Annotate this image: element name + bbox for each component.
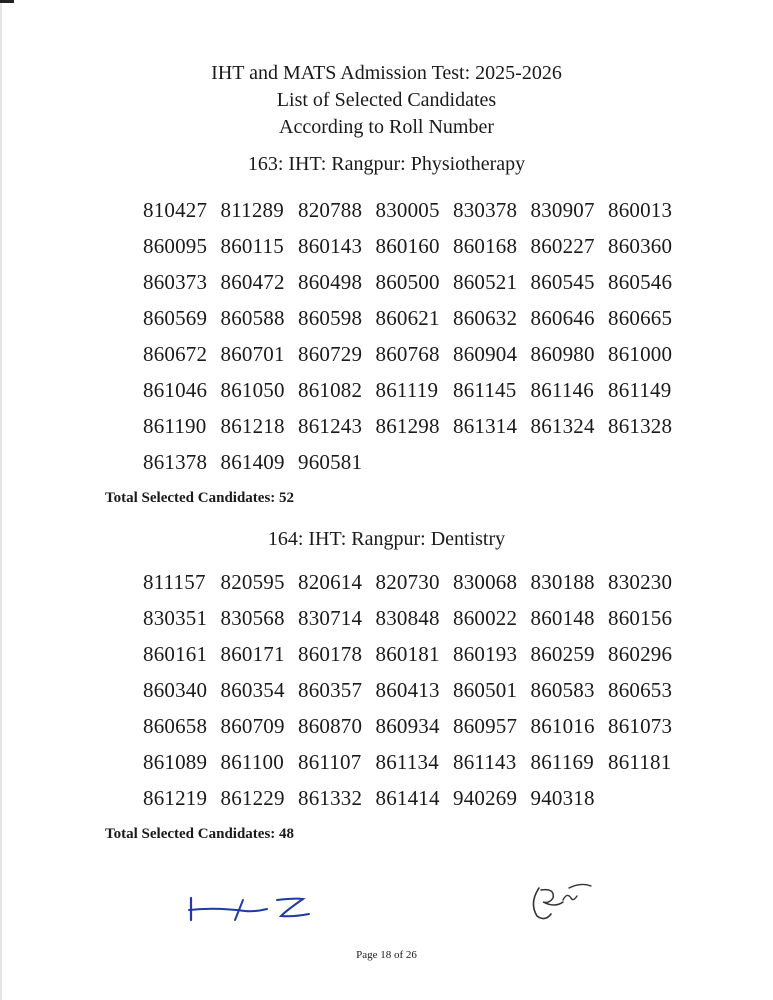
roll-number: 830907 xyxy=(530,198,595,222)
roll-number: 861332 xyxy=(298,786,363,810)
roll-number: 811289 xyxy=(220,198,284,222)
roll-number: 860701 xyxy=(220,342,285,366)
roll-number: 860980 xyxy=(530,342,595,366)
roll-number: 861181 xyxy=(608,750,672,774)
roll-number: 861328 xyxy=(608,414,673,438)
roll-number: 860227 xyxy=(530,234,595,258)
roll-number: 860193 xyxy=(453,642,518,666)
signature-left xyxy=(185,890,315,930)
roll-number: 820595 xyxy=(220,570,285,594)
roll-number: 860360 xyxy=(608,234,673,258)
roll-number: 860168 xyxy=(453,234,518,258)
roll-number: 860357 xyxy=(298,678,363,702)
roll-number: 810427 xyxy=(143,198,208,222)
roll-number: 830714 xyxy=(298,606,363,630)
roll-number: 860115 xyxy=(220,234,284,258)
roll-number: 860665 xyxy=(608,306,673,330)
roll-number: 861146 xyxy=(530,378,594,402)
roll-number: 811157 xyxy=(143,570,206,594)
roll-number: 861119 xyxy=(375,378,439,402)
section-title-dentistry: 164: IHT: Rangpur: Dentistry xyxy=(267,528,506,550)
roll-number: 860161 xyxy=(143,642,208,666)
roll-number: 861046 xyxy=(143,378,208,402)
roll-number: 860178 xyxy=(298,642,363,666)
roll-number: 860171 xyxy=(220,642,285,666)
roll-number: 861190 xyxy=(143,414,207,438)
roll-number: 830230 xyxy=(608,570,673,594)
roll-number: 860870 xyxy=(298,714,363,738)
roll-number: 860621 xyxy=(375,306,440,330)
roll-number: 861414 xyxy=(375,786,440,810)
roll-number: 860546 xyxy=(608,270,673,294)
roll-number: 861378 xyxy=(143,450,208,474)
roll-number: 861016 xyxy=(530,714,595,738)
roll-number: 860501 xyxy=(453,678,518,702)
document-header xyxy=(0,60,773,141)
roll-number: 860904 xyxy=(453,342,518,366)
roll-number: 860143 xyxy=(298,234,363,258)
roll-number: 860957 xyxy=(453,714,518,738)
roll-number: 861100 xyxy=(220,750,284,774)
total-selected-dentistry: Total Selected Candidates: 48 xyxy=(105,826,295,842)
roll-number: 860259 xyxy=(530,642,595,666)
roll-number: 860296 xyxy=(608,642,673,666)
roll-number: 860340 xyxy=(143,678,208,702)
roll-number: 861089 xyxy=(143,750,208,774)
roll-number: 860709 xyxy=(220,714,285,738)
roll-number: 830351 xyxy=(143,606,208,630)
total-selected-physiotherapy: Total Selected Candidates: 52 xyxy=(105,490,295,506)
roll-number: 861169 xyxy=(530,750,594,774)
roll-number: 861050 xyxy=(220,378,285,402)
roll-number: 860653 xyxy=(608,678,673,702)
header-title: IHT and MATS Admission Test: 2025-2026 xyxy=(211,62,562,84)
roll-number: 861229 xyxy=(220,786,285,810)
roll-number: 860156 xyxy=(608,606,673,630)
roll-number: 860588 xyxy=(220,306,285,330)
roll-number: 860934 xyxy=(375,714,440,738)
roll-number: 861082 xyxy=(298,378,363,402)
roll-number: 860148 xyxy=(530,606,595,630)
roll-number: 860498 xyxy=(298,270,363,294)
roll-number: 860354 xyxy=(220,678,285,702)
roll-number: 860632 xyxy=(453,306,518,330)
roll-number: 861218 xyxy=(220,414,285,438)
scan-mark xyxy=(0,0,14,3)
roll-number: 861145 xyxy=(453,378,517,402)
roll-number: 860672 xyxy=(143,342,208,366)
roll-number: 861149 xyxy=(608,378,672,402)
signature-right xyxy=(525,878,605,928)
roll-number: 820788 xyxy=(298,198,363,222)
roll-number: 860013 xyxy=(608,198,673,222)
roll-number: 860658 xyxy=(143,714,208,738)
roll-number: 860598 xyxy=(298,306,363,330)
roll-number: 820730 xyxy=(375,570,440,594)
roll-number: 830378 xyxy=(453,198,518,222)
roll-number: 830188 xyxy=(530,570,595,594)
roll-number: 861000 xyxy=(608,342,673,366)
roll-number: 940318 xyxy=(530,786,595,810)
roll-number: 861243 xyxy=(298,414,363,438)
roll-number: 860095 xyxy=(143,234,208,258)
roll-number: 861107 xyxy=(298,750,362,774)
roll-number: 830848 xyxy=(375,606,440,630)
header-sort-note: According to Roll Number xyxy=(279,116,494,138)
roll-number: 861134 xyxy=(375,750,439,774)
roll-number: 960581 xyxy=(298,450,363,474)
roll-number: 861143 xyxy=(453,750,517,774)
roll-number: 860729 xyxy=(298,342,363,366)
scan-edge xyxy=(0,0,2,1000)
roll-number: 861314 xyxy=(453,414,518,438)
roll-number: 860500 xyxy=(375,270,440,294)
roll-number: 861409 xyxy=(220,450,285,474)
roll-number: 861219 xyxy=(143,786,208,810)
roll-number: 940269 xyxy=(453,786,518,810)
roll-number: 861073 xyxy=(608,714,673,738)
roll-number: 860768 xyxy=(375,342,440,366)
roll-number: 830005 xyxy=(375,198,440,222)
roll-number: 820614 xyxy=(298,570,363,594)
roll-number: 860373 xyxy=(143,270,208,294)
roll-number: 860022 xyxy=(453,606,518,630)
header-subtitle: List of Selected Candidates xyxy=(276,89,497,111)
page-number: Page 18 of 26 xyxy=(356,949,417,961)
roll-number: 861298 xyxy=(375,414,440,438)
roll-number: 860521 xyxy=(453,270,518,294)
roll-number: 860583 xyxy=(530,678,595,702)
roll-number: 861324 xyxy=(530,414,595,438)
roll-number: 830068 xyxy=(453,570,518,594)
roll-number: 860160 xyxy=(375,234,440,258)
roll-number: 860646 xyxy=(530,306,595,330)
roll-number: 860413 xyxy=(375,678,440,702)
roll-number: 830568 xyxy=(220,606,285,630)
roll-number: 860181 xyxy=(375,642,440,666)
roll-number: 860569 xyxy=(143,306,208,330)
section-title-physiotherapy: 163: IHT: Rangpur: Physiotherapy xyxy=(247,153,526,175)
roll-number: 860472 xyxy=(220,270,285,294)
roll-number: 860545 xyxy=(530,270,595,294)
